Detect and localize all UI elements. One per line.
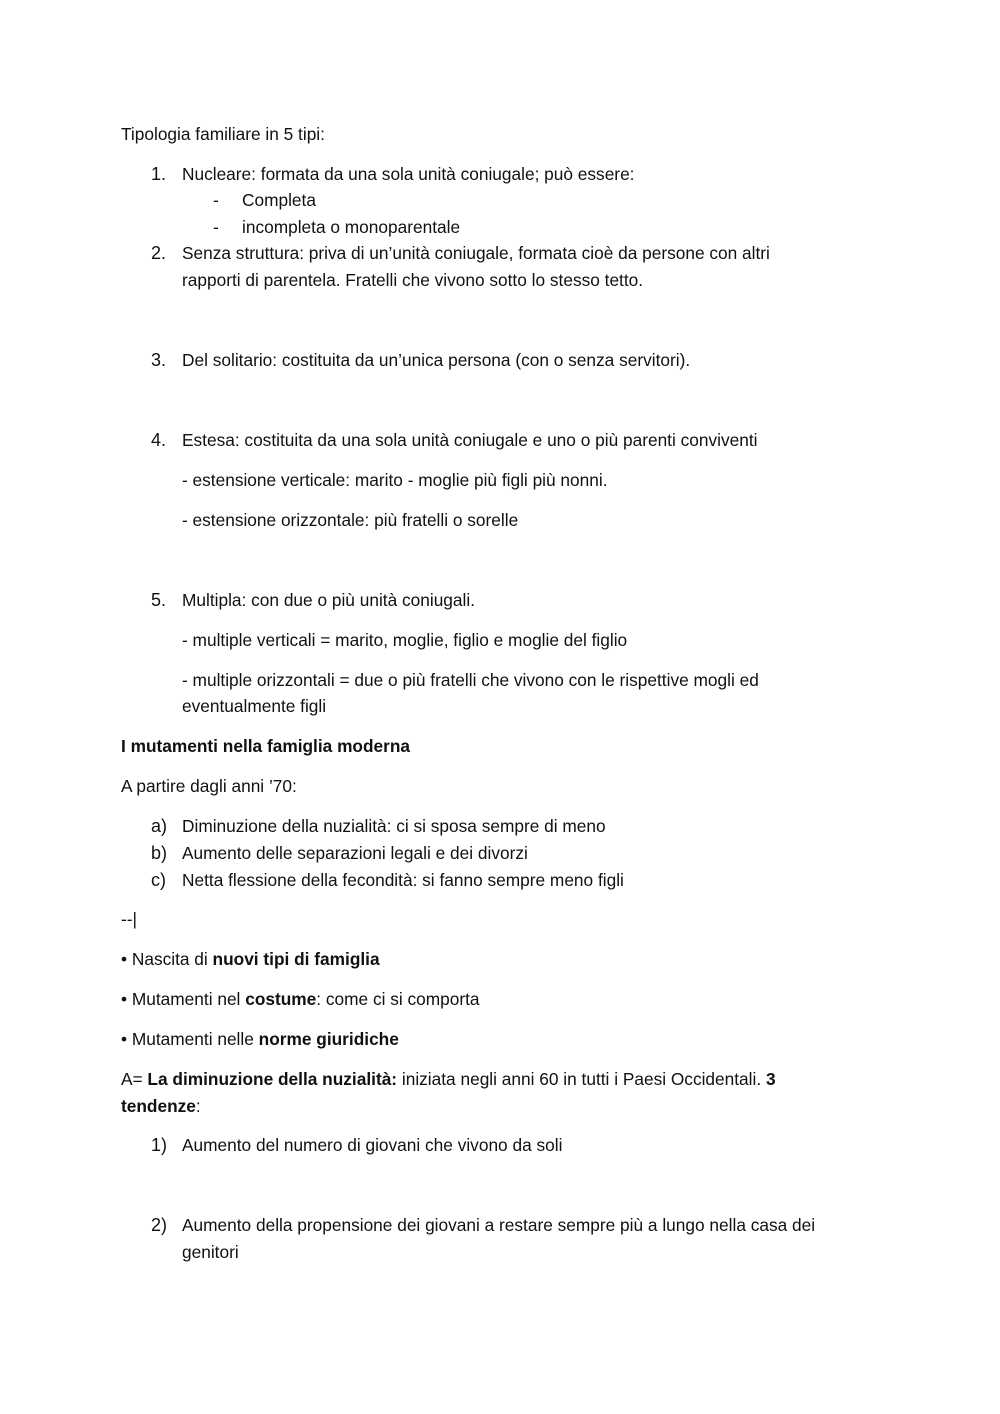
intro-line: Tipologia familiare in 5 tipi: <box>121 124 325 144</box>
sub-dash: - <box>213 217 219 237</box>
type-senza-struttura: Senza struttura: priva di un’unità coniugale, formata cioè da persone con altri <box>182 243 770 263</box>
change-separazioni: Aumento delle separazioni legali e dei divorzi <box>182 843 528 863</box>
sub-dash: - <box>213 190 219 210</box>
list-number: 2. <box>151 243 167 263</box>
section-title: I mutamenti nella famiglia moderna <box>121 736 411 756</box>
list-number: 4. <box>151 430 167 450</box>
bullet-nuovi-tipi: • Nascita di nuovi tipi di famiglia <box>121 949 380 969</box>
note-multiple-orizzontali: - multiple orizzontali = due o più fratelli che vivono con le rispettive mogli ed <box>182 670 759 690</box>
paragraph-a-cont: tendenze: <box>121 1096 201 1116</box>
trend-vivono-soli: Aumento del numero di giovani che vivono da soli <box>182 1135 563 1155</box>
note-multiple-verticali: - multiple verticali = marito, moglie, figlio e moglie del figlio <box>182 630 628 650</box>
list-number: 2) <box>151 1215 168 1235</box>
list-number: 1) <box>151 1135 168 1155</box>
type-nucleare: Nucleare: formata da una sola unità coniugale; può essere: <box>182 164 635 184</box>
trend-casa-genitori: Aumento della propensione dei giovani a restare sempre più a lungo nella casa dei <box>182 1215 816 1235</box>
list-letter: c) <box>151 870 166 890</box>
type-multipla: Multipla: con due o più unità coniugali. <box>182 590 476 610</box>
paragraph-a: A= La diminuzione della nuzialità: iniziata negli anni 60 in tutti i Paesi Occidentali. 3 <box>121 1069 776 1089</box>
list-letter: a) <box>151 816 168 836</box>
type-estesa: Estesa: costituita da una sola unità coniugale e uno o più parenti conviventi <box>182 430 758 450</box>
sub-completa: Completa <box>242 190 316 210</box>
type-senza-struttura-cont: rapporti di parentela. Fratelli che vivono sotto lo stesso tetto. <box>182 270 644 290</box>
list-number: 3. <box>151 350 167 370</box>
list-number: 1. <box>151 164 167 184</box>
list-letter: b) <box>151 843 168 863</box>
note-estensione-orizzontale: - estensione orizzontale: più fratelli o sorelle <box>182 510 519 530</box>
since-line: A partire dagli anni ’70: <box>121 776 297 796</box>
note-multiple-orizzontali-cont: eventualmente figli <box>182 696 327 716</box>
sub-incompleta: incompleta o monoparentale <box>242 217 461 237</box>
list-number: 5. <box>151 590 167 610</box>
bullet-norme: • Mutamenti nelle norme giuridiche <box>121 1029 399 1049</box>
note-estensione-verticale: - estensione verticale: marito - moglie più figli più nonni. <box>182 470 608 490</box>
type-solitario: Del solitario: costituita da un’unica persona (con o senza servitori). <box>182 350 691 370</box>
change-nuzialita: Diminuzione della nuzialità: ci si sposa sempre di meno <box>182 816 606 836</box>
bullet-costume: • Mutamenti nel costume: come ci si comporta <box>121 989 480 1009</box>
change-fecondita: Netta flessione della fecondità: si fanno sempre meno figli <box>182 870 624 890</box>
trend-casa-genitori-cont: genitori <box>182 1242 239 1262</box>
separator-mark: --| <box>121 909 137 929</box>
